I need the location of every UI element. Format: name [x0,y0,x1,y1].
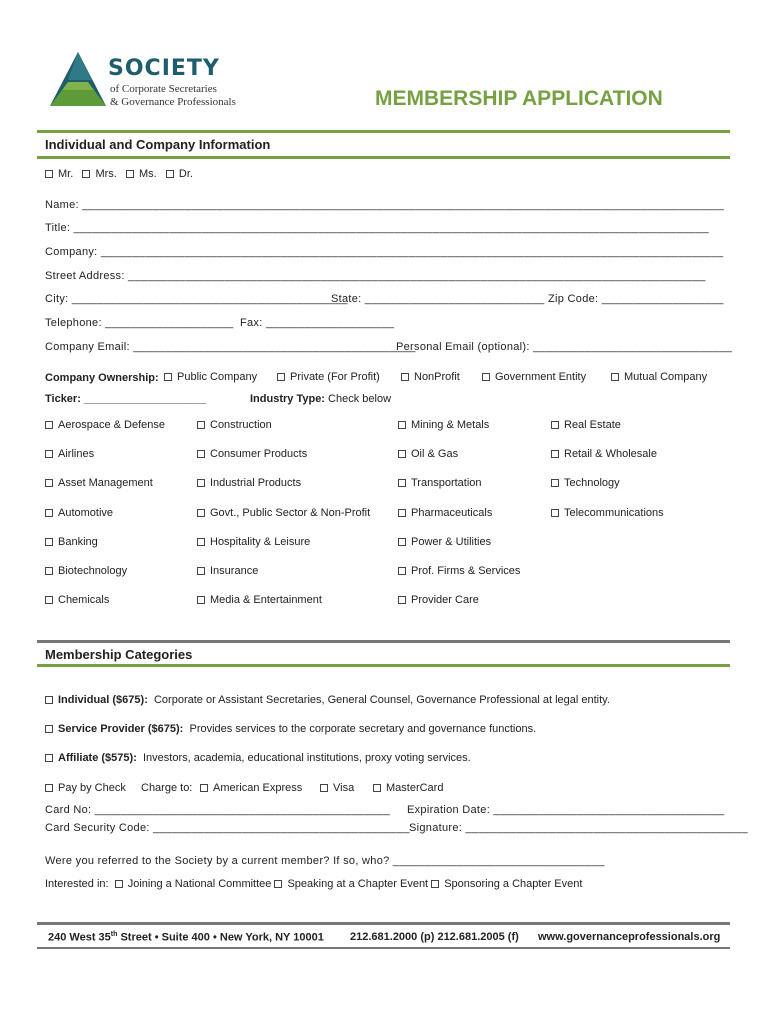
industry-checkbox[interactable] [45,565,127,577]
name-field[interactable]: Name: ____________________________________________________________________________________________________ [45,199,725,211]
card-visa-checkbox[interactable]: Visa [320,782,354,794]
category-individual-checkbox[interactable]: Individual ($675): Corporate or Assistant Secretaries, General Counsel, Governance Professional at legal entity. [45,694,610,706]
ownership-private-checkbox[interactable]: Private (For Profit) [277,371,380,383]
footer-address: 240 West 35th Street • Suite 400 • New York, NY 10001 [48,931,324,944]
industry-label: Technology [564,477,620,489]
interest-speaking-checkbox[interactable]: Speaking at a Chapter Event [274,878,428,890]
logo-line2: & Governance Professionals [110,96,236,108]
industry-label: Industrial Products [210,477,302,489]
top-rule-green [37,130,730,133]
industry-checkbox[interactable] [197,594,322,606]
ticker-field[interactable]: Ticker: ____________________ [45,393,207,405]
category-service-provider-checkbox[interactable]: Service Provider ($675): Provides services to the corporate secretary and governance functions. [45,723,536,735]
section-title-membership: Membership Categories [45,647,193,662]
page-title: MEMBERSHIP APPLICATION [375,87,663,110]
industry-type-label: Industry Type: Check below [250,393,392,405]
industry-checkbox[interactable] [551,477,620,489]
industry-label: Real Estate [564,419,621,431]
industry-checkbox[interactable] [551,448,657,460]
industry-checkbox[interactable] [45,594,109,606]
industry-label: Construction [210,419,272,431]
industry-checkbox[interactable] [398,536,491,548]
industry-label: Oil & Gas [411,448,459,460]
industry-label: Automotive [58,507,114,519]
salutation-row [45,168,193,180]
state-field[interactable]: State: ____________________________ [331,293,545,305]
industry-checkbox[interactable] [45,448,94,460]
industry-label: Consumer Products [210,448,308,460]
industry-checkbox[interactable] [398,507,492,519]
industry-label: Banking [58,536,98,548]
industry-label: Prof. Firms & Services [411,565,521,577]
signature-field[interactable]: Signature: ____________________________________________ [409,822,748,834]
footer-bottom-rule [37,947,730,949]
card-number-field[interactable]: Card No: ______________________________________________ [45,804,390,816]
card-amex-checkbox[interactable]: American Express [200,782,302,794]
fax-field[interactable]: Fax: ____________________ [240,317,395,329]
industry-checkbox[interactable] [45,419,165,431]
interested-label: Interested in: [45,878,109,890]
industry-checkbox[interactable] [398,477,482,489]
industry-checkbox[interactable] [551,507,664,519]
industry-checkbox[interactable] [551,419,621,431]
industry-label: Biotechnology [58,565,128,577]
referral-field[interactable]: Were you referred to the Society by a current member? If so, who? _________________________________ [45,855,605,867]
city-field[interactable]: City: ___________________________________________ [45,293,348,305]
industry-label: Govt., Public Sector & Non-Profit [210,507,371,519]
logo-line1: of Corporate Secretaries [110,83,217,95]
industry-checkbox[interactable] [197,565,258,577]
industry-checkbox[interactable] [398,565,520,577]
section-title-individual: Individual and Company Information [45,137,271,152]
industry-checkbox[interactable] [197,507,370,519]
street-address-field[interactable]: Street Address: __________________________________________________________________________________________ [45,270,706,282]
industry-label: Airlines [58,448,95,460]
salutation-ms-checkbox[interactable]: Ms. [126,168,157,180]
footer-top-rule [37,922,730,925]
ownership-government-checkbox[interactable]: Government Entity [482,371,586,383]
category-affiliate-checkbox[interactable]: Affiliate ($575): Investors, academia, educational institutions, proxy voting services. [45,752,471,764]
industry-label: Power & Utilities [411,536,492,548]
industry-label: Media & Entertainment [210,594,322,606]
interests-row [45,878,582,890]
expiration-date-field[interactable]: Expiration Date: ____________________________________ [407,804,725,816]
industry-label: Insurance [210,565,259,577]
zip-code-field[interactable]: Zip Code: ___________________ [548,293,724,305]
ownership-nonprofit-checkbox[interactable]: NonProfit [401,371,460,383]
company-email-field[interactable]: Company Email: ____________________________________________ [45,341,416,353]
footer-website[interactable]: www.governanceprofessionals.org [538,931,721,943]
industry-checkbox[interactable] [45,507,113,519]
industry-label: Transportation [411,477,482,489]
industry-checkbox[interactable] [45,477,153,489]
industry-label: Chemicals [58,594,110,606]
industry-checkbox[interactable] [197,448,307,460]
industry-label: Retail & Wholesale [564,448,657,460]
section-rule-green [37,156,730,159]
industry-label: Aerospace & Defense [58,419,166,431]
salutation-mr-checkbox[interactable]: Mr. [45,168,73,180]
industry-checkbox[interactable] [45,536,98,548]
pay-by-check-checkbox[interactable]: Pay by Check [45,782,126,794]
industry-label: Pharmaceuticals [411,507,493,519]
section2-top-rule [37,640,730,643]
salutation-mrs-checkbox[interactable]: Mrs. [82,168,116,180]
section2-rule-green [37,664,730,667]
industry-label: Mining & Metals [411,419,490,431]
company-field[interactable]: Company: _________________________________________________________________________________________________ [45,246,724,258]
industry-label: Asset Management [58,477,153,489]
industry-checkbox[interactable] [398,448,458,460]
industry-checkbox[interactable] [197,419,272,431]
industry-checkbox[interactable] [398,594,479,606]
industry-checkbox[interactable] [398,419,489,431]
footer-phone: 212.681.2000 (p) 212.681.2005 (f) [350,931,519,943]
card-mastercard-checkbox[interactable]: MasterCard [373,782,443,794]
logo [48,50,258,110]
logo-mark-icon [48,50,110,108]
logo-society-text: SOCIETY [108,56,220,81]
personal-email-field[interactable]: Personal Email (optional): _______________________________ [396,341,733,353]
ownership-public-checkbox[interactable]: Public Company [164,371,257,383]
charge-to-label: Charge to: [141,782,193,794]
card-security-code-field[interactable]: Card Security Code: ________________________________________ [45,822,410,834]
title-field[interactable]: Title: ___________________________________________________________________________________________________ [45,222,709,234]
industry-label: Hospitality & Leisure [210,536,311,548]
salutation-dr-checkbox[interactable]: Dr. [166,168,193,180]
industry-label: Provider Care [411,594,479,606]
interest-sponsoring-checkbox[interactable]: Sponsoring a Chapter Event [431,878,582,890]
ownership-label: Company Ownership: [45,372,159,384]
industry-checkbox[interactable] [197,536,310,548]
industry-checkbox[interactable] [197,477,301,489]
interest-committee-checkbox[interactable]: Joining a National Committee [115,878,272,890]
telephone-field[interactable]: Telephone: ____________________ [45,317,234,329]
industry-label: Telecommunications [564,507,664,519]
ownership-mutual-checkbox[interactable]: Mutual Company [611,371,707,383]
